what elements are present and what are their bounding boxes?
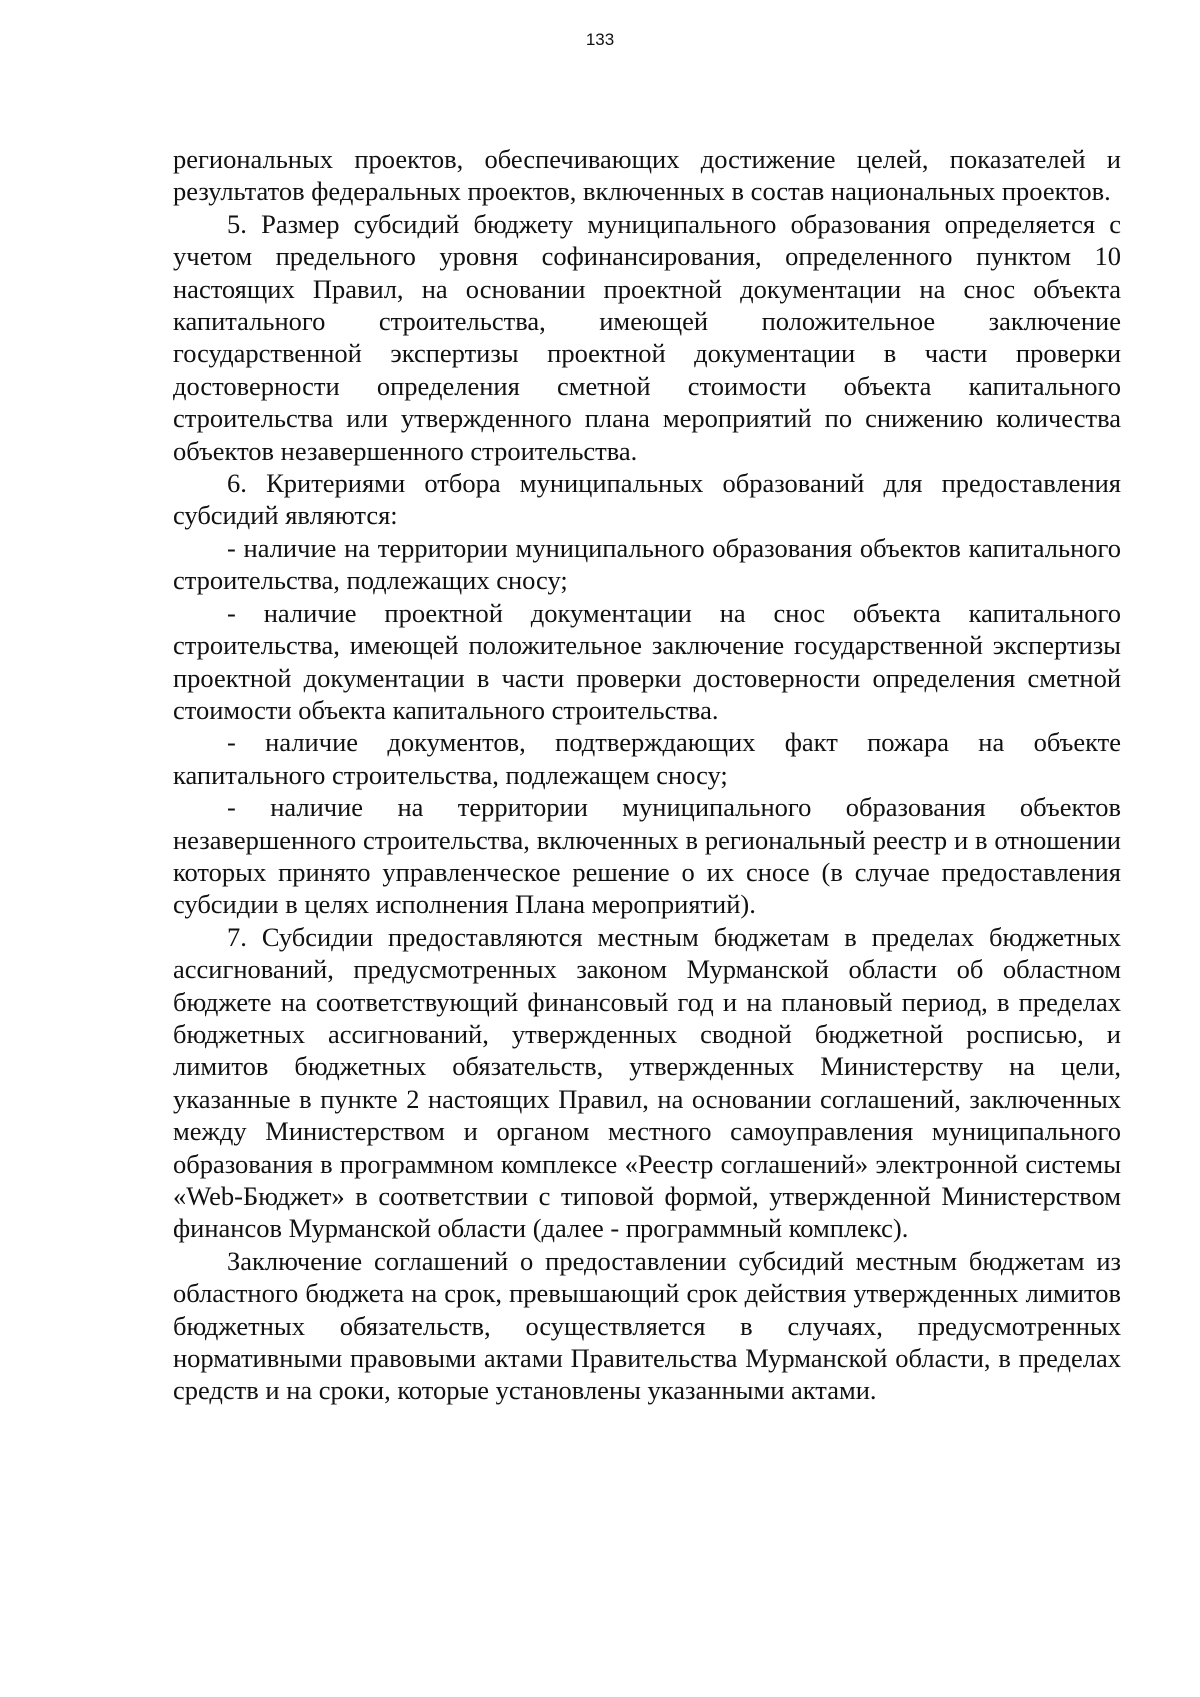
paragraph-item-7: 7. Субсидии предоставляются местным бюджетам в пределах бюджетных ассигнований, предусмотренных законом Мурманской области об областном бюджете на соответствующий финансовый год и на плановый период, в пределах бюджетных ассигнований, утвержденных сводной бюджетной росписью, и лимитов бюджетных обязательств, утвержденных Министерству на цели, указанные в пункте 2 настоящих Правил, на основании соглашений, заключенных между Министерством и органом местного самоуправления муниципального образования в программном комплексе «Реестр соглашений» электронной системы «Web-Бюджет» в соответствии с типовой формой, утвержденной Министерством финансов Мурманской области (далее - программный комплекс). bbox=[173, 921, 1121, 1244]
criteria-list-item: - наличие документов, подтверждающих факт пожара на объекте капитального строительства, подлежащем сносу; bbox=[173, 727, 1121, 790]
paragraph-item-5: 5. Размер субсидий бюджету муниципального образования определяется с учетом предельного уровня софинансирования, определенного пунктом 10 настоящих Правил, на основании проектной документации на снос объекта капитального строительства, имеющей положительное заключение государственной экспертизы проектной документации в части проверки достоверности определения сметной стоимости объекта капитального строительства или утвержденного плана мероприятий по снижению количества объектов незавершенного строительства. bbox=[173, 208, 1121, 466]
page-number: 133 bbox=[585, 30, 615, 49]
document-body bbox=[173, 143, 1121, 1407]
paragraph-continuation: региональных проектов, обеспечивающих достижение целей, показателей и результатов федеральных проектов, включенных в состав национальных проектов. bbox=[173, 144, 1121, 207]
criteria-list-item: - наличие проектной документации на снос объекта капитального строительства, имеющей положительное заключение государственной экспертизы проектной документации в части проверки достоверности определения сметной стоимости объекта капитального строительства. bbox=[173, 597, 1121, 725]
paragraph-item-6: 6. Критериями отбора муниципальных образований для предоставления субсидий являются: bbox=[173, 468, 1121, 531]
criteria-list-item: - наличие на территории муниципального образования объектов незавершенного строительства, включенных в региональный реестр и в отношении которых принято управленческое решение о их сносе (в случае предоставления субсидии в целях исполнения Плана мероприятий). bbox=[173, 792, 1121, 920]
paragraph-agreements: Заключение соглашений о предоставлении субсидий местным бюджетам из областного бюджета на срок, превышающий срок действия утвержденных лимитов бюджетных обязательств, осуществляется в случаях, предусмотренных нормативными правовыми актами Правительства Мурманской области, в пределах средств и на сроки, которые установлены указанными актами. bbox=[173, 1245, 1121, 1406]
criteria-list-item: - наличие на территории муниципального образования объектов капитального строительства, подлежащих сносу; bbox=[173, 532, 1121, 596]
